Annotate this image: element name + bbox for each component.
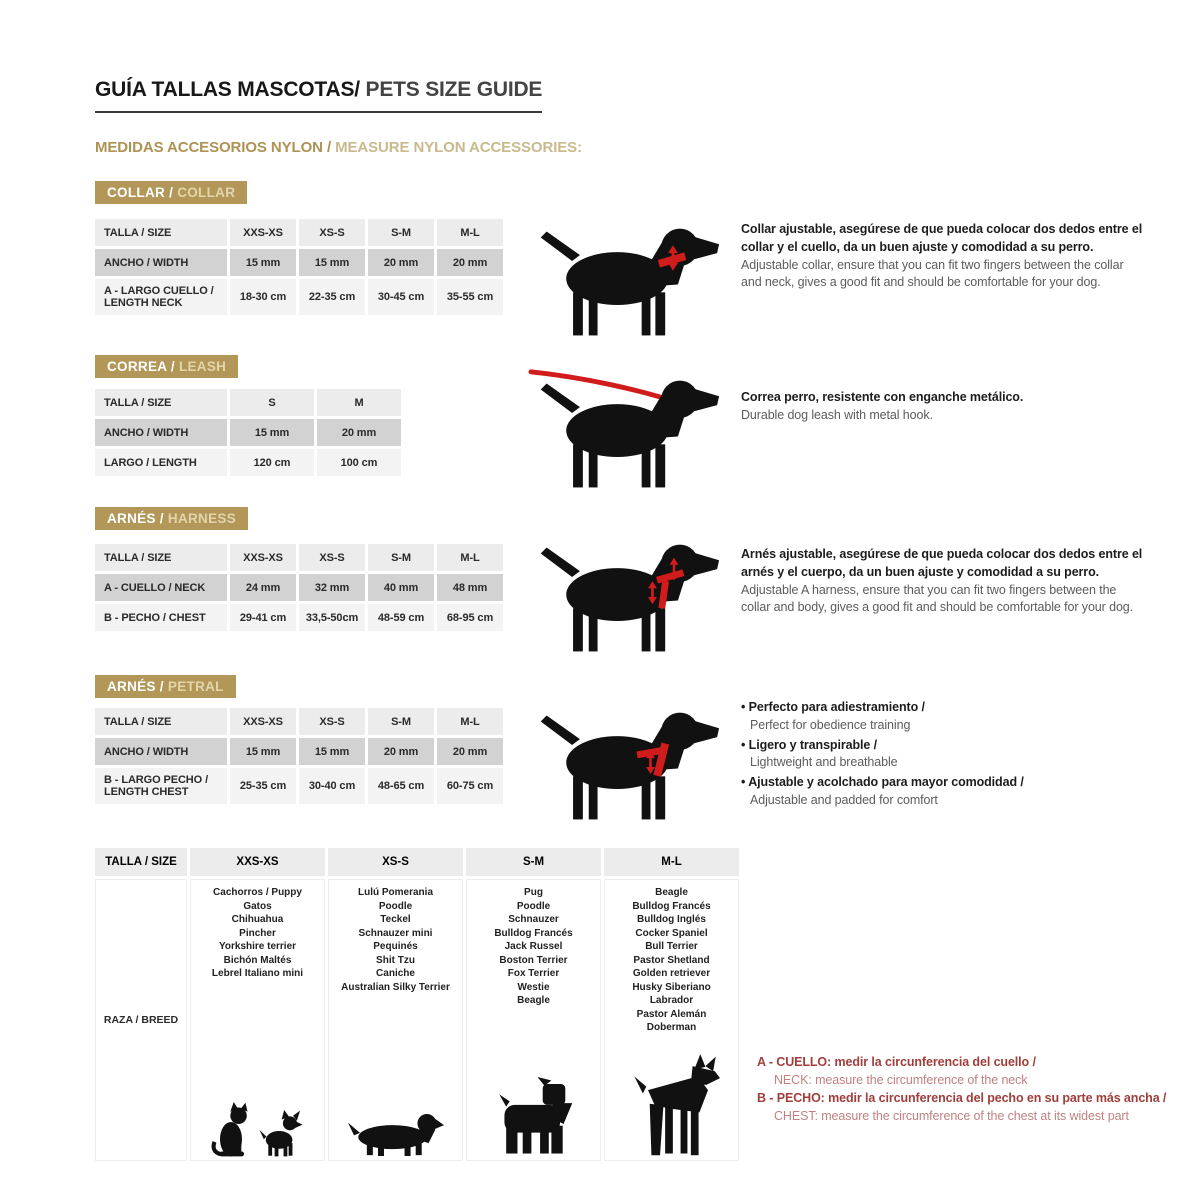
table-row-label: ANCHO / WIDTH <box>95 249 227 276</box>
badge-label-es: ARNÉS / <box>107 511 164 526</box>
bullet-es: • Ligero y transpirable / <box>741 737 1024 755</box>
page-title <box>95 78 542 113</box>
breed-item: Husky Siberiano <box>632 981 711 993</box>
description-es: Correa perro, resistente con enganche metálico. <box>741 390 1024 404</box>
bullet-en: Lightweight and breathable <box>750 755 898 770</box>
table-value-cell: 20 mm <box>317 419 401 446</box>
table-value-cell: 18-30 cm <box>230 279 296 315</box>
breed-item: Fox Terrier <box>507 968 560 979</box>
bullet-es: • Perfecto para adiestramiento / <box>741 699 1024 717</box>
breed-item: Chihuahua <box>231 914 284 925</box>
breed-column-silhouettes <box>191 1102 324 1157</box>
table-header-cell: S <box>230 389 314 416</box>
badge-label-en: COLLAR <box>173 185 236 200</box>
breed-item: Pastor Shetland <box>633 954 710 966</box>
description-es: Collar ajustable, asegúrese de que pueda colocar dos dedos entre el collar y el cuello, da un buen ajuste y comodidad a su perro. <box>741 222 1143 254</box>
table-value-cell: 48-65 cm <box>368 768 434 804</box>
breed-column-xxs-xs <box>190 879 325 1161</box>
leash-size-table <box>95 389 401 476</box>
table-header-cell: XXS-XS <box>230 544 296 571</box>
table-row-label: ANCHO / WIDTH <box>95 419 227 446</box>
subtitle-en: MEASURE NYLON ACCESSORIES: <box>331 139 582 156</box>
table-row-label: A - CUELLO / NECK <box>95 574 227 601</box>
leash-description <box>741 389 1145 425</box>
breed-item: Bulldog Francés <box>632 900 711 912</box>
table-header-cell: XXS-XS <box>230 708 296 735</box>
bullet-es: • Ajustable y acolchado para mayor comodidad / <box>741 774 1024 792</box>
schnauzer-icon <box>494 1077 574 1157</box>
table-value-cell: 20 mm <box>437 738 503 765</box>
measure-note-chest <box>757 1089 1166 1125</box>
breed-item: Pug <box>524 887 543 898</box>
feature-bullet <box>741 737 1024 773</box>
breed-column-s-m <box>466 879 601 1161</box>
harness-description <box>741 546 1145 617</box>
badge-label-es: CORREA / <box>107 359 175 374</box>
badge-label-en: PETRAL <box>163 679 224 694</box>
table-row-label: TALLA / SIZE <box>95 389 227 416</box>
badge-label-en: LEASH <box>174 359 227 374</box>
breed-item: Bulldog Francés <box>494 927 573 939</box>
breed-item: Gatos <box>243 900 272 912</box>
dog-harness-illustration <box>527 526 723 653</box>
breed-item: Labrador <box>649 995 694 1006</box>
cat-icon <box>211 1102 251 1157</box>
table-value-cell: 22-35 cm <box>299 279 365 315</box>
harness-section-badge <box>95 507 248 530</box>
breed-table-body <box>95 879 740 1161</box>
dog-silhouette-harness-icon <box>527 526 723 653</box>
breed-size-table <box>95 848 740 1161</box>
breed-item: Golden retriever <box>632 968 711 979</box>
table-header-cell: M-L <box>604 848 739 876</box>
table-header-cell: S-M <box>466 848 601 876</box>
table-value-cell: 48 mm <box>437 574 503 601</box>
bullet-en: Perfect for obedience training <box>750 717 911 732</box>
table-value-cell: 35-55 cm <box>437 279 503 315</box>
dog-petral-illustration <box>527 694 723 821</box>
note-en: NECK: measure the circumference of the neck <box>774 1073 1028 1088</box>
table-header-cell: XS-S <box>299 219 365 246</box>
breed-item: Boston Terrier <box>499 954 568 966</box>
table-value-cell: 15 mm <box>299 738 365 765</box>
collar-description <box>741 221 1145 292</box>
breed-item: Bichón Maltés <box>223 954 292 966</box>
table-row-label: TALLA / SIZE <box>95 544 227 571</box>
table-header-cell: S-M <box>368 708 434 735</box>
leash-section-badge <box>95 355 238 378</box>
subtitle <box>95 139 582 156</box>
breed-item: Teckel <box>380 914 411 925</box>
breed-item: Beagle <box>655 887 688 898</box>
petral-section-badge <box>95 675 236 698</box>
table-header-cell: M-L <box>437 219 503 246</box>
breed-column-silhouettes <box>329 1107 462 1157</box>
table-header-cell: M-L <box>437 708 503 735</box>
breed-item: Westie <box>517 981 550 993</box>
table-header-cell: XS-S <box>299 708 365 735</box>
chihuahua-icon <box>258 1110 304 1157</box>
table-value-cell: 20 mm <box>368 249 434 276</box>
breed-item: Schnauzer <box>508 914 559 925</box>
breed-item: Pastor Alemán <box>636 1008 707 1020</box>
doberman-icon <box>624 1054 720 1157</box>
table-header-cell: TALLA / SIZE <box>95 848 187 876</box>
breed-item: Schnauzer mini <box>358 927 433 939</box>
breed-item: Jack Russel <box>504 941 563 952</box>
breed-item: Poodle <box>378 900 413 912</box>
table-value-cell: 68-95 cm <box>437 604 503 631</box>
breed-item: Cocker Spaniel <box>635 927 708 939</box>
dog-silhouette-collar-icon <box>527 210 723 337</box>
table-header-cell: S-M <box>368 544 434 571</box>
breed-column-silhouettes <box>467 1077 600 1157</box>
table-value-cell: 15 mm <box>230 419 314 446</box>
table-row-label: B - PECHO / CHEST <box>95 604 227 631</box>
breed-item: Doberman <box>646 1022 697 1033</box>
table-value-cell: 30-40 cm <box>299 768 365 804</box>
table-row-label: TALLA / SIZE <box>95 708 227 735</box>
table-value-cell: 120 cm <box>230 449 314 476</box>
breed-item: Poodle <box>516 900 551 912</box>
table-header-cell: M <box>317 389 401 416</box>
note-en: CHEST: measure the circumference of the chest at its widest part <box>774 1109 1129 1124</box>
breed-item: Australian Silky Terrier <box>341 981 450 993</box>
table-value-cell: 30-45 cm <box>368 279 434 315</box>
dog-silhouette-petral-icon <box>527 694 723 821</box>
page-title-en: PETS SIZE GUIDE <box>359 78 543 101</box>
table-header-cell: XS-S <box>299 544 365 571</box>
table-value-cell: 20 mm <box>368 738 434 765</box>
breed-item: Bull Terrier <box>645 941 698 952</box>
dachshund-icon <box>348 1107 444 1157</box>
breed-item: Bulldog Inglés <box>637 914 706 925</box>
table-value-cell: 33,5-50cm <box>299 604 365 631</box>
table-value-cell: 40 mm <box>368 574 434 601</box>
breed-column-m-l <box>604 879 739 1161</box>
table-row-label: TALLA / SIZE <box>95 219 227 246</box>
petral-feature-list <box>741 699 1024 812</box>
badge-label-es: COLLAR / <box>107 185 174 200</box>
note-es: B - PECHO: medir la circunferencia del pecho en su parte más ancha / <box>757 1091 1167 1106</box>
breed-row-label: RAZA / BREED <box>95 879 187 1161</box>
breed-item: Beagle <box>517 995 550 1006</box>
table-header-cell: S-M <box>368 219 434 246</box>
table-header-cell: M-L <box>437 544 503 571</box>
page-title-es: GUÍA TALLAS MASCOTAS/ <box>95 78 360 101</box>
description-en: Durable dog leash with metal hook. <box>741 407 933 422</box>
table-row-label: B - LARGO PECHO / LENGTH CHEST <box>95 768 227 804</box>
table-value-cell: 15 mm <box>230 738 296 765</box>
table-row-label: A - LARGO CUELLO / LENGTH NECK <box>95 279 227 315</box>
table-header-cell: XXS-XS <box>190 848 325 876</box>
breed-column-silhouettes <box>605 1054 738 1157</box>
bullet-en: Adjustable and padded for comfort <box>750 792 938 807</box>
breed-item: Caniche <box>376 968 415 979</box>
breed-item: Lulú Pomerania <box>357 887 433 898</box>
table-header-cell: XS-S <box>328 848 463 876</box>
measure-note-neck <box>757 1053 1166 1089</box>
table-value-cell: 15 mm <box>230 249 296 276</box>
table-value-cell: 60-75 cm <box>437 768 503 804</box>
measuring-notes <box>757 1053 1166 1126</box>
feature-bullet <box>741 699 1024 735</box>
breed-item: Cachorros / Puppy <box>213 887 302 898</box>
table-value-cell: 25-35 cm <box>230 768 296 804</box>
breed-item: Yorkshire terrier <box>218 941 297 952</box>
breed-item: Shit Tzu <box>376 954 415 966</box>
table-row-label: LARGO / LENGTH <box>95 449 227 476</box>
table-value-cell: 29-41 cm <box>230 604 296 631</box>
breed-column-xs-s <box>328 879 463 1161</box>
feature-bullet <box>741 774 1024 810</box>
collar-size-table <box>95 219 503 315</box>
dog-silhouette-leash-icon <box>527 362 723 489</box>
collar-section-badge <box>95 181 247 204</box>
table-value-cell: 20 mm <box>437 249 503 276</box>
breed-item: Lebrel Italiano mini <box>211 968 304 979</box>
table-value-cell: 15 mm <box>299 249 365 276</box>
note-es: A - CUELLO: medir la circunferencia del cuello / <box>757 1055 1036 1069</box>
table-value-cell: 32 mm <box>299 574 365 601</box>
petral-size-table <box>95 708 503 804</box>
breed-item: Pequinés <box>373 941 418 952</box>
description-es: Arnés ajustable, asegúrese de que pueda colocar dos dedos entre el arnés y el cuerpo, da un buen ajuste y comodidad a su perro. <box>741 547 1143 579</box>
description-en: Adjustable collar, ensure that you can fit two fingers between the collar and neck, gives a good fit and should be comfortable for your dog. <box>741 257 1124 290</box>
breed-table-header <box>95 848 740 876</box>
subtitle-es: MEDIDAS ACCESORIOS NYLON / <box>95 139 332 156</box>
table-value-cell: 24 mm <box>230 574 296 601</box>
description-en: Adjustable A harness, ensure that you can fit two fingers between the collar and body, gives a good fit and should be comfortable for your dog. <box>741 582 1134 615</box>
badge-label-es: ARNÉS / <box>107 679 164 694</box>
harness-size-table <box>95 544 503 631</box>
breed-item: Pincher <box>239 927 276 939</box>
table-header-cell: XXS-XS <box>230 219 296 246</box>
table-value-cell: 100 cm <box>317 449 401 476</box>
table-value-cell: 48-59 cm <box>368 604 434 631</box>
dog-collar-illustration <box>527 210 723 337</box>
dog-leash-illustration <box>527 362 723 489</box>
badge-label-en: HARNESS <box>163 511 237 526</box>
table-row-label: ANCHO / WIDTH <box>95 738 227 765</box>
